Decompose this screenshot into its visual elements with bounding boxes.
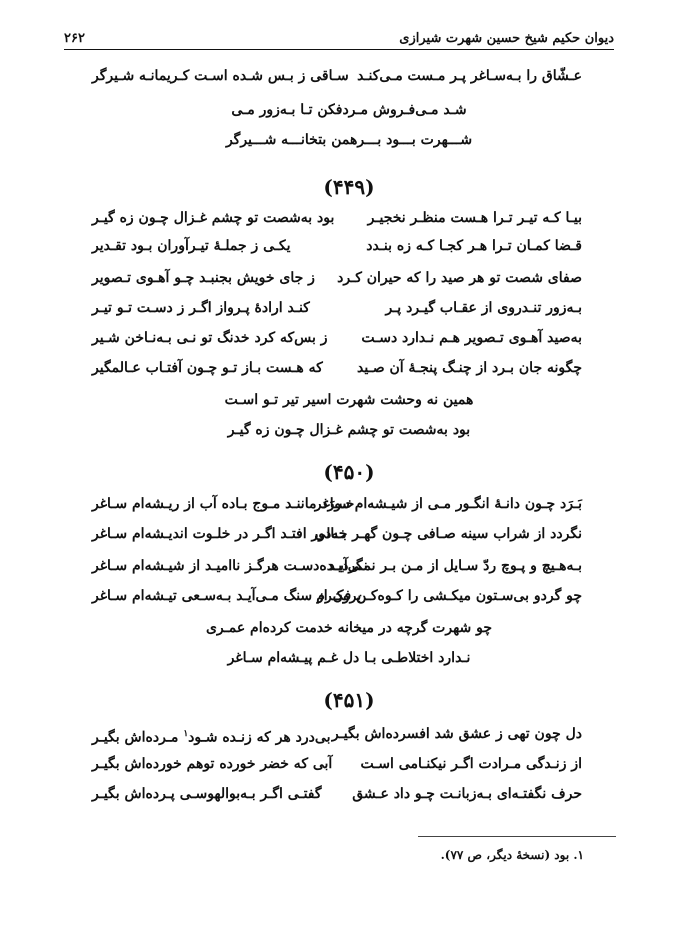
poem-number: (۴۵۰) <box>323 460 375 484</box>
verse-line: که هـست بـاز تـو چـون آفتـاب عـالمگیر <box>92 360 323 376</box>
verse-line: چگونه جان بـرد از چنـگ پنجـۀ آن صـید <box>357 360 582 376</box>
footnote-marker: ۱ <box>183 729 189 739</box>
verse-line: گفتـی اگـر بـه‌بوالهوسـی پـرده‌اش بگیـر <box>92 786 322 802</box>
verse-line: نـدارد اختلاطـی بـا دل غـم پیـشه‌ام سـاغر <box>227 650 471 666</box>
verse-line: از زنـدگی مـرادت اگـر نیکنـامی اسـت <box>360 756 582 772</box>
verse-line: آبی که خضر خورده توهم خورده‌اش بگیـر <box>92 756 333 772</box>
book-title: دیوان حکیم شیخ حسین شهرت شیرازی <box>399 31 614 46</box>
verse-line: کنـد ارادۀ پـرواز اگـر ز دسـت تـو تیـر <box>92 300 310 316</box>
verse-fragment: بی‌درد هر که زنـده شـود <box>188 729 331 746</box>
verse-line: بود به‌شصت تو چشم غـزال چـون زه گیـر <box>92 210 335 226</box>
page-number: ۲۶۲ <box>64 31 85 46</box>
verse-line: بـه‌دور افتـد اگـر در خلـوت اندیـشه‌ام سـاغر <box>92 526 347 542</box>
verse-line: برون از سنگ مـی‌آیـد بـه‌سـعی تیـشه‌ام سـاغر <box>92 588 362 604</box>
verse-line: شـــهرت بـــود بـــرهمن بتخانـــه شـــیرگر <box>225 132 473 148</box>
verse-line <box>92 724 330 748</box>
verse-line: بـه‌هـیچ و پـوچ ردّ سـایل از مـن بـر نمـی‌آیـد <box>328 558 582 574</box>
verse-line: ز جای خویش بجنبـد چـو آهـوی تـصویر <box>92 270 315 286</box>
verse-line: چو گردو بی‌سـتون میکـشی را کـوه‌کـن فکـرم <box>316 588 582 604</box>
verse-line: بَـرَد چـون دانـۀ انگـور مـی از شیـشه‌ام سـاغر <box>314 496 582 512</box>
verse-line: صفای شصت تو هر صید را که حیران کـرد <box>337 270 582 286</box>
poem-number: (۴۵۱) <box>323 688 375 712</box>
verse-line: بـه‌زور تنـدروی از عقـاب گیـرد پـر <box>385 300 582 316</box>
verse-line: چو شهرت گرچه در میخانه خدمت کرده‌ام عمـری <box>205 620 493 636</box>
verse-line: سـاقی ز بـس شـده اسـت کـریمانـه شـیرگر <box>92 68 349 84</box>
verse-line: به‌صید آهـوی تـصویر هـم نـدارد دسـت <box>361 330 582 346</box>
verse-line: نگردیـده‌دسـت هرگـز ناامیـد از شیـشه‌ام سـاغر <box>92 558 368 574</box>
page-header <box>64 22 614 50</box>
verse-line: دل چون تهی ز عشق شد افسرده‌اش بگیـر <box>331 726 582 742</box>
footnote-divider <box>418 836 616 837</box>
verse-line: نگردد از شراب سینه صـافی چـون گهـر خـالی <box>314 526 582 542</box>
verse-line: ز بس‌که کرد خدنگ تو نـی بـه‌نـاخن شـیر <box>92 330 328 346</box>
verse-line: بود به‌شصت تو چشم غـزال چـون زه گیـر <box>227 422 471 438</box>
verse-line: حرف نگفتـه‌ای بـه‌زبانـت چـو داد عـشق <box>352 786 582 802</box>
verse-line: بیـا کـه تیـر تـرا هـست منظـر نخجیـر <box>367 210 582 226</box>
poem-number: (۴۴۹) <box>323 175 375 199</box>
verse-line: همین نه وحشت شهرت اسیر تیر تـو اسـت <box>224 392 474 408</box>
verse-line: قـضا کمـان تـرا هـر کجـا کـه زه بنـدد <box>366 238 582 254</box>
verse-line: یکـی ز جملـۀ تیـرآوران بـود تقـدیر <box>92 238 291 254</box>
verse-line: شـد مـی‌فـروش مـردفکن تـا بـه‌زور مـی <box>231 102 467 118</box>
verse-line: خـورَد ماننـد مـوج بـاده آب از ریـشه‌ام سـاغر <box>92 496 355 512</box>
verse-line: عـشّاق را بـه‌سـاغر پـر مـست مـی‌کنـد <box>357 68 582 84</box>
footnote: ۱. بود (نسخۀ دیگر، ص ۷۷). <box>440 848 584 862</box>
verse-fragment: مـرده‌اش بگیـر <box>92 729 184 746</box>
